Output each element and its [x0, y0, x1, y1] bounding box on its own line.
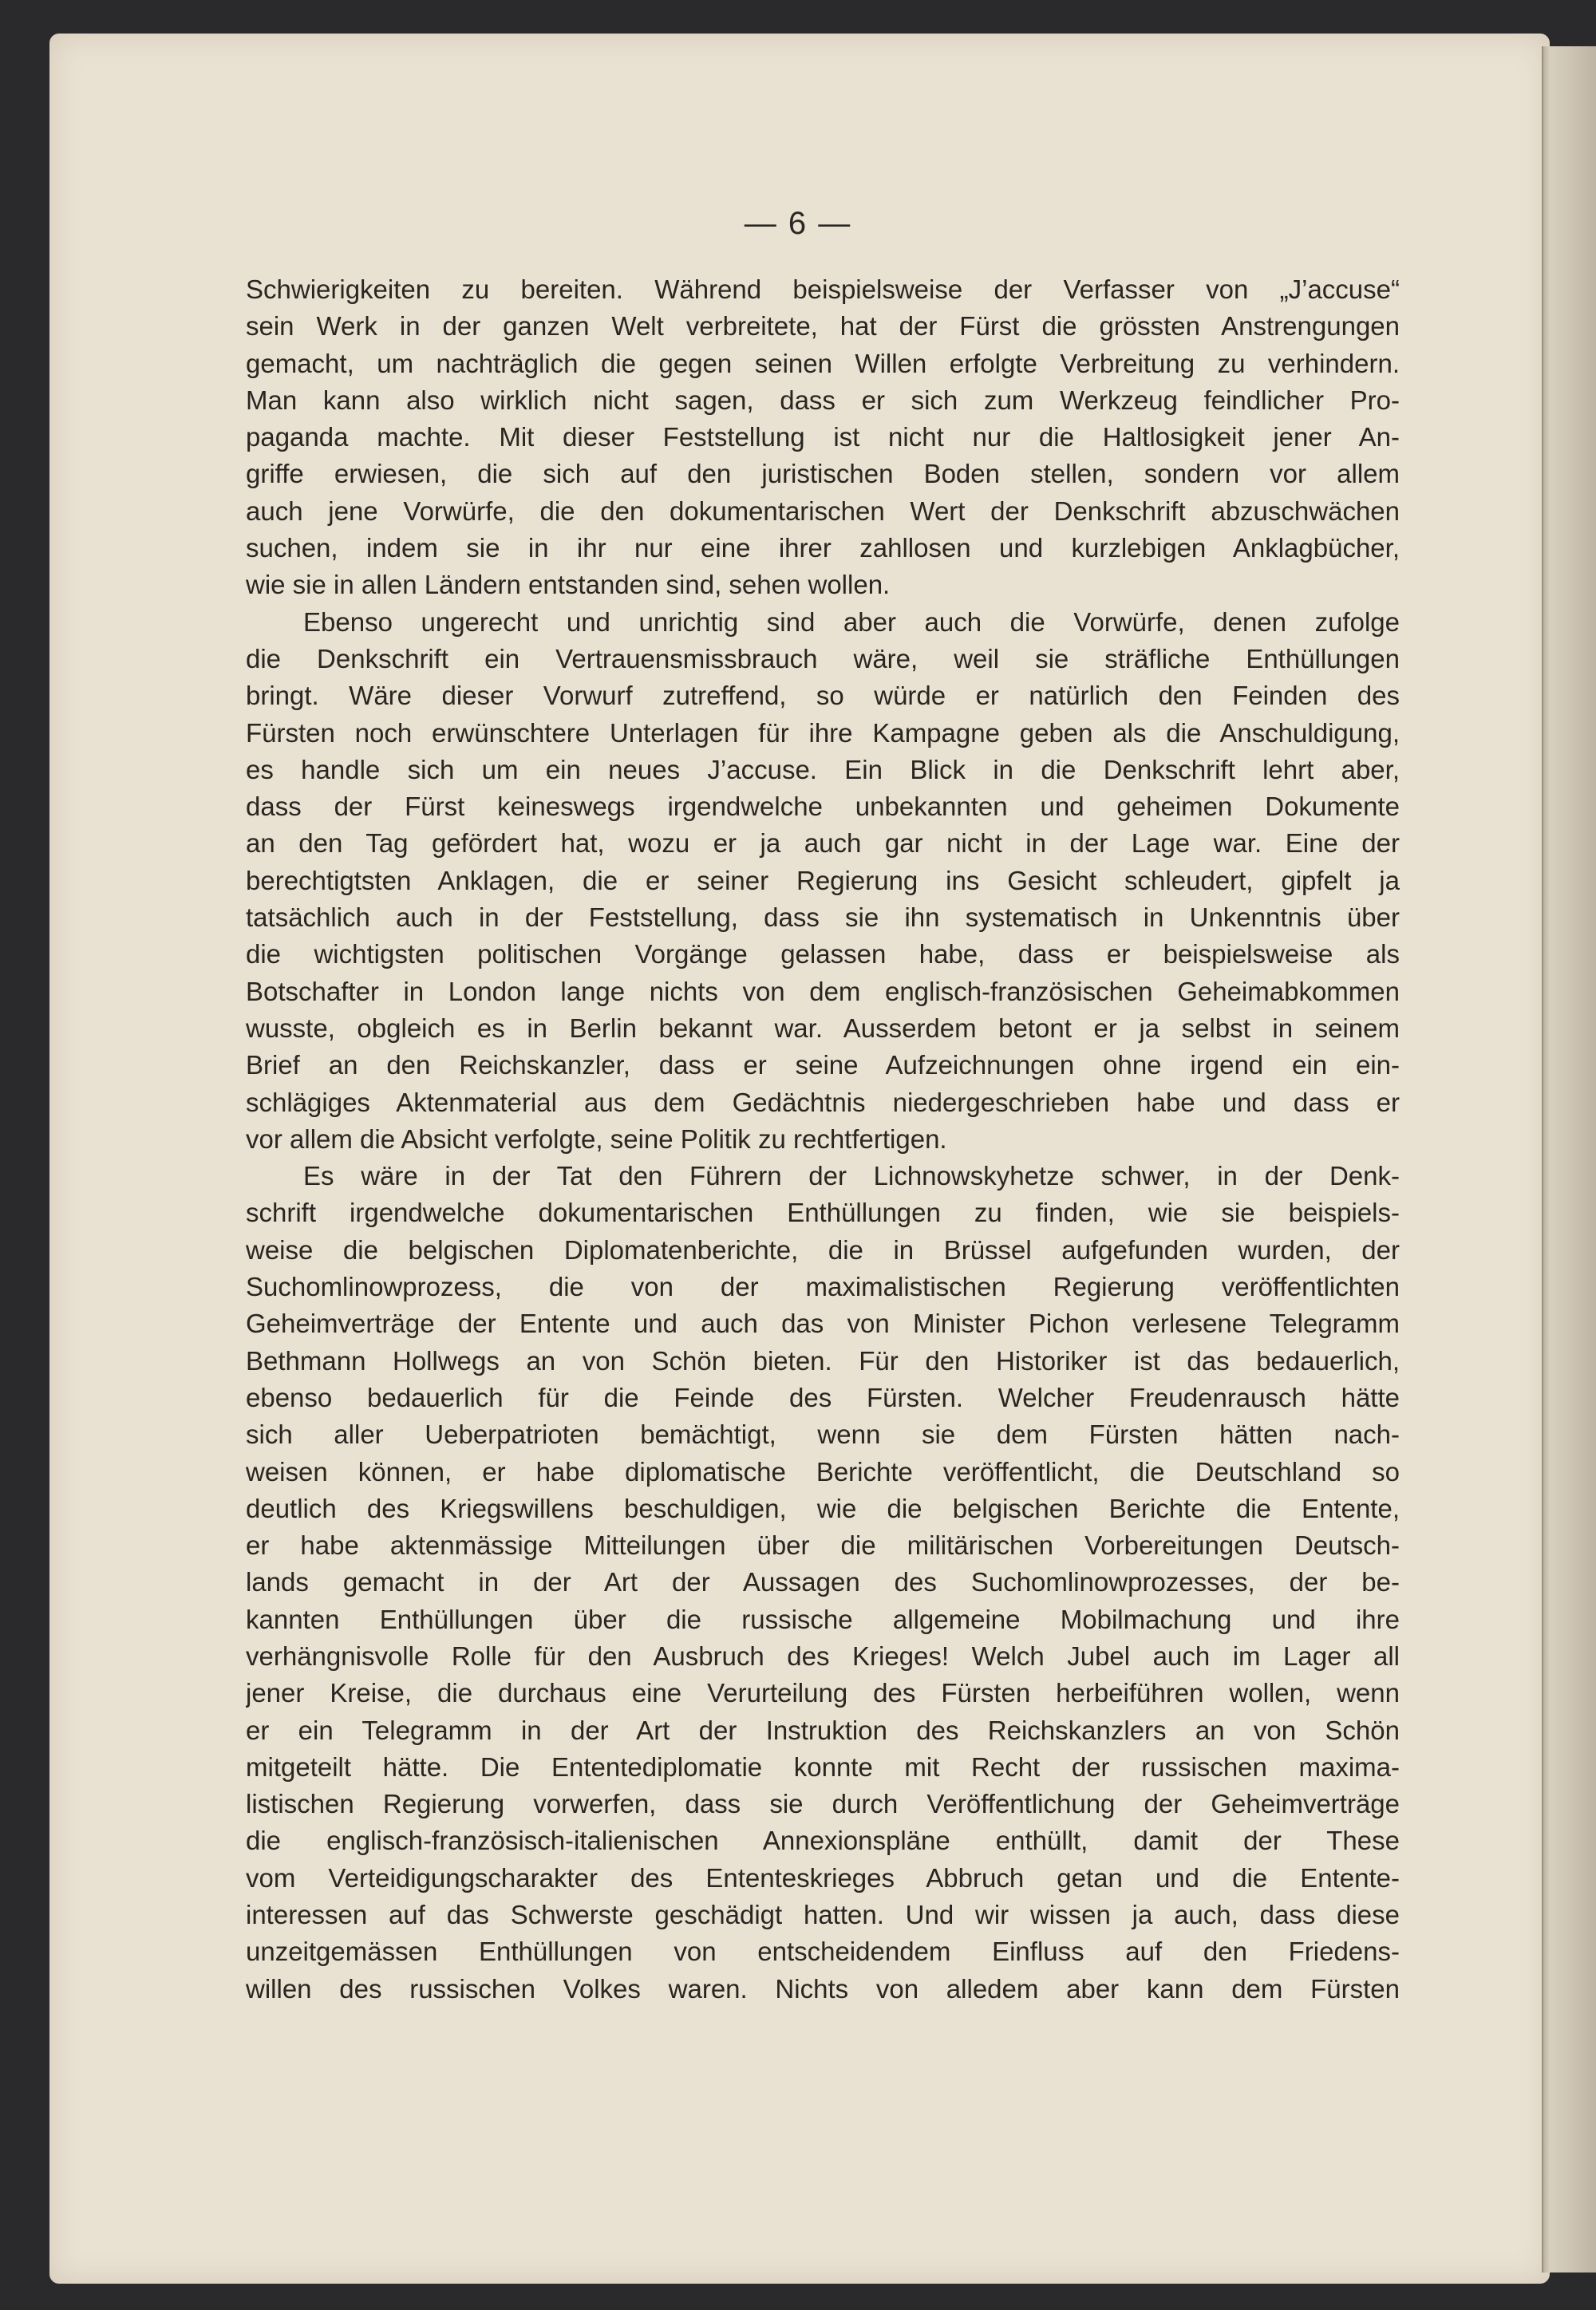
text-line: weisen können, er habe diplomatische Berichte veröffentlicht, die Deutschland so: [246, 1456, 1400, 1487]
paragraph: [246, 1158, 1400, 2008]
text-line: schrift irgendwelche dokumentarischen Enthüllungen zu finden, wie sie beispiels-: [246, 1198, 1400, 1228]
text-line: vor allem die Absicht verfolgte, seine Politik zu rechtfertigen.: [246, 1123, 947, 1154]
text-line: es handle sich um ein neues J’accuse. Ein Blick in die Denkschrift lehrt aber,: [246, 754, 1400, 784]
text-line: Brief an den Reichskanzler, dass er seine Aufzeichnungen ohne irgend ein ein-: [246, 1050, 1400, 1080]
text-line: Geheimverträge der Entente und auch das von Minister Pichon verlesene Telegramm: [246, 1309, 1400, 1339]
text-line: die Denkschrift ein Vertrauensmissbrauch wäre, weil sie sträfliche Enthüllungen: [246, 643, 1400, 673]
text-line: lands gemacht in der Art der Aussagen des Suchomlinowprozesses, der be-: [246, 1567, 1400, 1597]
text-line: auch jene Vorwürfe, die den dokumentarischen Wert der Denkschrift abzuschwächen: [246, 496, 1400, 526]
text-line: er ein Telegramm in der Art der Instruktion des Reichskanzlers an von Schön: [246, 1715, 1400, 1745]
text-line: Fürsten noch erwünschtere Unterlagen für ihre Kampagne geben als die Anschuldigung,: [246, 717, 1400, 748]
text-line: kannten Enthüllungen über die russische allgemeine Mobilmachung und ihre: [246, 1604, 1400, 1634]
text-line: ebenso bedauerlich für die Feinde des Fürsten. Welcher Freudenrausch hätte: [246, 1382, 1400, 1412]
text-line: berechtigtsten Anklagen, die er seiner Regierung ins Gesicht schleudert, gipfelt ja: [246, 865, 1400, 895]
text-line: dass der Fürst keineswegs irgendwelche unbekannten und geheimen Dokumente: [246, 792, 1400, 822]
text-line: vom Verteidigungscharakter des Ententeskrieges Abbruch getan und die Entente-: [246, 1862, 1400, 1893]
text-line: paganda machte. Mit dieser Feststellung ist nicht nur die Haltlosigkeit jener An-: [246, 422, 1400, 452]
adjacent-page-edge: [1542, 46, 1596, 2272]
text-line: wusste, obgleich es in Berlin bekannt war. Ausserdem betont er ja selbst in seinem: [246, 1013, 1400, 1043]
text-line: bringt. Wäre dieser Vorwurf zutreffend, so würde er natürlich den Feinden des: [246, 681, 1400, 711]
text-line: Schwierigkeiten zu bereiten. Während beispielsweise der Verfasser von „J’accuse“: [246, 274, 1400, 304]
text-line: sich aller Ueberpatrioten bemächtigt, wenn sie dem Fürsten hätten nach-: [246, 1420, 1400, 1450]
text-line: Bethmann Hollwegs an von Schön bieten. Für den Historiker ist das bedauerlich,: [246, 1345, 1400, 1376]
text-line: an den Tag gefördert hat, wozu er ja auch gar nicht in der Lage war. Eine der: [246, 828, 1400, 859]
text-line: listischen Regierung vorwerfen, dass sie durch Veröffentlichung der Geheimverträge: [246, 1789, 1400, 1819]
paragraph: [246, 604, 1400, 1158]
text-line: wie sie in allen Ländern entstanden sind, sehen wollen.: [246, 570, 891, 600]
text-line: gemacht, um nachträglich die gegen seinen Willen erfolgte Verbreitung zu verhindern.: [246, 348, 1400, 378]
page-number: — 6 —: [744, 206, 852, 241]
text-line: griffe erwiesen, die sich auf den juristischen Boden stellen, sondern vor allem: [246, 459, 1400, 489]
text-line: Suchomlinowprozess, die von der maximalistischen Regierung veröffentlichten: [246, 1272, 1400, 1302]
text-line: die englisch-französisch-italienischen Annexionspläne enthüllt, damit der These: [246, 1826, 1400, 1856]
text-line: jener Kreise, die durchaus eine Verurteilung des Fürsten herbeiführen wollen, wenn: [246, 1678, 1400, 1708]
text-line: interessen auf das Schwerste geschädigt hatten. Und wir wissen ja auch, dass diese: [246, 1900, 1400, 1930]
text-line: verhängnisvolle Rolle für den Ausbruch des Krieges! Welch Jubel auch im Lager all: [246, 1641, 1400, 1671]
text-line: weise die belgischen Diplomatenberichte, die in Brüssel aufgefunden wurden, der: [246, 1234, 1400, 1265]
paragraph: [246, 271, 1400, 604]
text-line: Ebenso ungerecht und unrichtig sind aber auch die Vorwürfe, denen zufolge: [303, 606, 1400, 637]
text-line: deutlich des Kriegswillens beschuldigen, wie die belgischen Berichte die Entente,: [246, 1493, 1400, 1523]
text-line: Es wäre in der Tat den Führern der Lichnowskyhetze schwer, in der Denk-: [303, 1161, 1400, 1191]
text-line: die wichtigsten politischen Vorgänge gelassen habe, dass er beispielsweise als: [246, 939, 1400, 969]
text-line: schlägiges Aktenmaterial aus dem Gedächtnis niedergeschrieben habe und dass er: [246, 1087, 1400, 1117]
text-line: suchen, indem sie in ihr nur eine ihrer zahllosen und kurzlebigen Anklagbücher,: [246, 533, 1400, 563]
text-line: Man kann also wirklich nicht sagen, dass er sich zum Werkzeug feindlicher Pro-: [246, 385, 1400, 415]
text-line: tatsächlich auch in der Feststellung, dass sie ihn systematisch in Unkenntnis über: [246, 902, 1400, 933]
text-line: willen des russischen Volkes waren. Nichts von alledem aber kann dem Fürsten: [246, 1973, 1400, 2004]
text-line: sein Werk in der ganzen Welt verbreitete, hat der Fürst die grössten Anstrengungen: [246, 311, 1400, 342]
text-line: Botschafter in London lange nichts von dem englisch-französischen Geheimabkommen: [246, 976, 1400, 1006]
body-text: [246, 271, 1400, 2008]
text-line: unzeitgemässen Enthüllungen von entscheidendem Einfluss auf den Friedens-: [246, 1937, 1400, 1967]
text-line: mitgeteilt hätte. Die Ententediplomatie konnte mit Recht der russischen maxima-: [246, 1751, 1400, 1782]
text-line: er habe aktenmässige Mitteilungen über die militärischen Vorbereitungen Deutsch-: [246, 1530, 1400, 1561]
